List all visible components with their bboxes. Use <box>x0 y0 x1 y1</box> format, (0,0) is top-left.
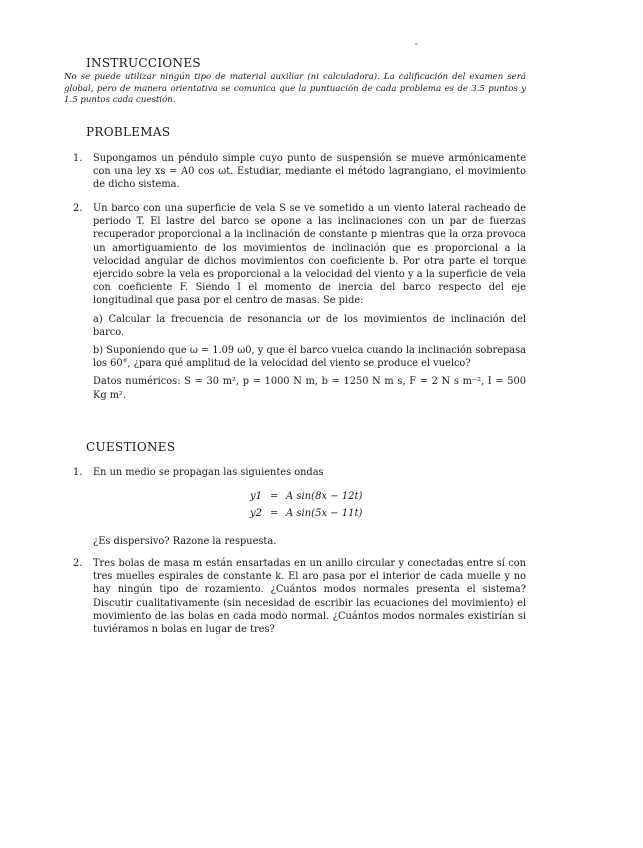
problemas-title: PROBLEMAS <box>86 125 171 139</box>
equation-2 <box>250 508 410 522</box>
cuestion-1-number: 1. <box>73 467 83 478</box>
cuestion-1-question-text: ¿Es dispersivo? Razone la respuesta. <box>93 536 277 547</box>
cuestiones-title: CUESTIONES <box>86 440 176 454</box>
equation-2-rhs: A sin(5x − 11t) <box>286 508 363 519</box>
cuestion-1-text: En un medio se propagan las siguientes ondas <box>93 467 324 478</box>
equation-1-rhs: A sin(8x − 12t) <box>286 491 363 502</box>
instrucciones-text: No se puede utilizar ningún tipo de material auxiliar (ni calculadora). La calificación del examen será global, pero de manera orientativa se comunica que la puntuación de cada problema es de 3.5 puntos y 1.5 puntos cada cuestión. <box>64 72 526 105</box>
equation-1-lhs: y1 <box>250 491 263 502</box>
equation-2-lhs: y2 <box>250 508 263 519</box>
equation-2-equals: = <box>270 508 279 519</box>
problema-2-number: 2. <box>73 203 83 214</box>
problema-1-number: 1. <box>73 153 83 164</box>
problema-2-intro: Un barco con una superficie de vela S se ve sometido a un viento lateral racheado de periodo T. El lastre del barco se opone a las inclinaciones con un par de fuerzas recuperador proporcional a la inclinación de constante p mientras que la orza provoca un amortiguamiento de los movimientos de inclinación que es proporcional a la velocidad angular de dichos movimientos con coeficiente b. Por otra parte el torque ejercido sobre la vela es proporcional a la velocidad del viento y a la superficie de vela con coeficiente F. Siendo I el momento de inercia del barco respecto del eje longitudinal que pasa por el centro de masas. Se pide: <box>93 203 526 307</box>
scan-mark: ˇ <box>414 44 419 54</box>
equation-1-equals: = <box>270 491 279 502</box>
instrucciones-title: INSTRUCCIONES <box>86 56 201 70</box>
problema-2-part-b: b) Suponiendo que ω = 1.09 ω0, y que el barco vuelca cuando la inclinación sobrepasa los 60°, ¿para qué amplitud de la velocidad del viento se produce el vuelco? <box>93 345 526 370</box>
problema-2-datos: Datos numéricos: S = 30 m², p = 1000 N m, b = 1250 N m s, F = 2 N s m⁻², I = 500 Kg m². <box>93 376 526 401</box>
cuestion-2-text: Tres bolas de masa m están ensartadas en un anillo circular y conectadas entre sí con tres muelles espirales de constante k. El aro pasa por el interior de cada muelle y no hay ningún tipo de rozamiento. ¿Cuántos modos normales presenta el sistema? Discutir cualitativamente (sin necesidad de escribir las ecuaciones del movimiento) el movimiento de las bolas en cada modo normal. ¿Cuántos modos normales existirían si tuviéramos n bolas en lugar de tres? <box>93 558 526 636</box>
problema-2-part-a: a) Calcular la frecuencia de resonancia ωr de los movimientos de inclinación del barco. <box>93 313 526 338</box>
cuestion-2-number: 2. <box>73 558 83 569</box>
problema-1-text: Supongamos un péndulo simple cuyo punto de suspensión se mueve armónicamente con una ley xs = A0 cos ωt. Estudiar, mediante el método lagrangiano, el movimiento de dicho sistema. <box>93 153 526 191</box>
equation-1 <box>250 491 410 505</box>
